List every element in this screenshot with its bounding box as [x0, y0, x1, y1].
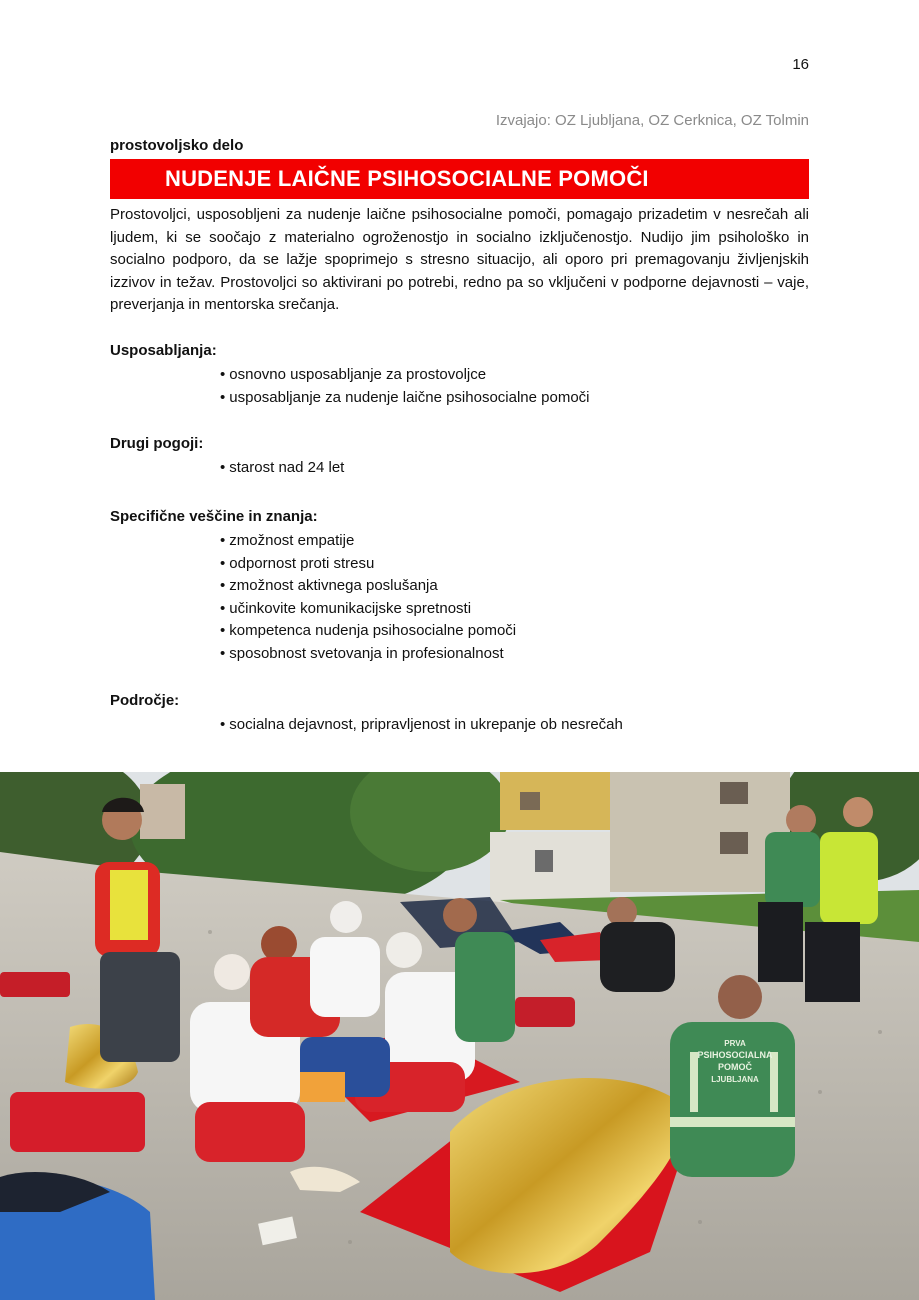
list-item: • usposabljanje za nudenje laične psihosocialne pomoči — [220, 387, 809, 410]
list-item: • kompetenca nudenja psihosocialne pomoči — [220, 620, 809, 643]
list-item: • učinkovite komunikacijske spretnosti — [220, 598, 809, 621]
bullet-list — [110, 364, 809, 409]
category-label: prostovoljsko delo — [110, 137, 244, 154]
section-skills — [110, 507, 809, 666]
list-item: • osnovno usposabljanje za prostovoljce — [220, 364, 809, 387]
section-area — [110, 691, 809, 737]
section-conditions — [110, 434, 809, 480]
section-training — [110, 341, 809, 409]
list-item: • zmožnost empatije — [220, 530, 809, 553]
section-heading: Usposabljanja: — [110, 342, 217, 359]
section-heading: Drugi pogoji: — [110, 435, 204, 452]
vest-text: POMOČ — [717, 1062, 753, 1072]
bullet-list — [110, 457, 809, 480]
section-heading: Področje: — [110, 692, 180, 709]
bullet-list — [110, 530, 809, 666]
training-exercise-photo — [0, 772, 919, 1300]
section-heading: Specifične veščine in znanja: — [110, 508, 318, 525]
vest-text: LJUBLJANA — [711, 1075, 759, 1084]
page-number: 16 — [792, 56, 809, 73]
vest-text: PRVA — [724, 1039, 746, 1048]
list-item: • socialna dejavnost, pripravljenost in ukrepanje ob nesrečah — [220, 714, 809, 737]
provider-line: Izvajajo: OZ Ljubljana, OZ Cerknica, OZ Tolmin — [495, 112, 809, 129]
intro-paragraph: Prostovoljci, usposobljeni za nudenje laične psihosocialne pomoči, pomagajo prizadetim v nesrečah ali ljudem, ki se soočajo z materialno ogroženostjo in socialno izključenostjo. Nudijo jim psihološko in socialno podporo, da se lažje spoprimejo s stresno situacijo, ali oporo pri premagovanju življenjskih izzivov in težav. Prostovoljci so aktivirani po potrebi, redno pa so vključeni v podporne dejavnosti – vaje, preverjanja in mentorska srečanja. — [110, 206, 809, 314]
list-item: • zmožnost aktivnega poslušanja — [220, 575, 809, 598]
bullet-list — [110, 714, 809, 737]
list-item: • sposobnost svetovanja in profesionalnost — [220, 643, 809, 666]
page-title: NUDENJE LAIČNE PSIHOSOCIALNE POMOČI — [110, 159, 809, 199]
list-item: • starost nad 24 let — [220, 457, 809, 480]
list-item: • odpornost proti stresu — [220, 553, 809, 576]
vest-text: PSIHOSOCIALNA — [697, 1050, 773, 1060]
